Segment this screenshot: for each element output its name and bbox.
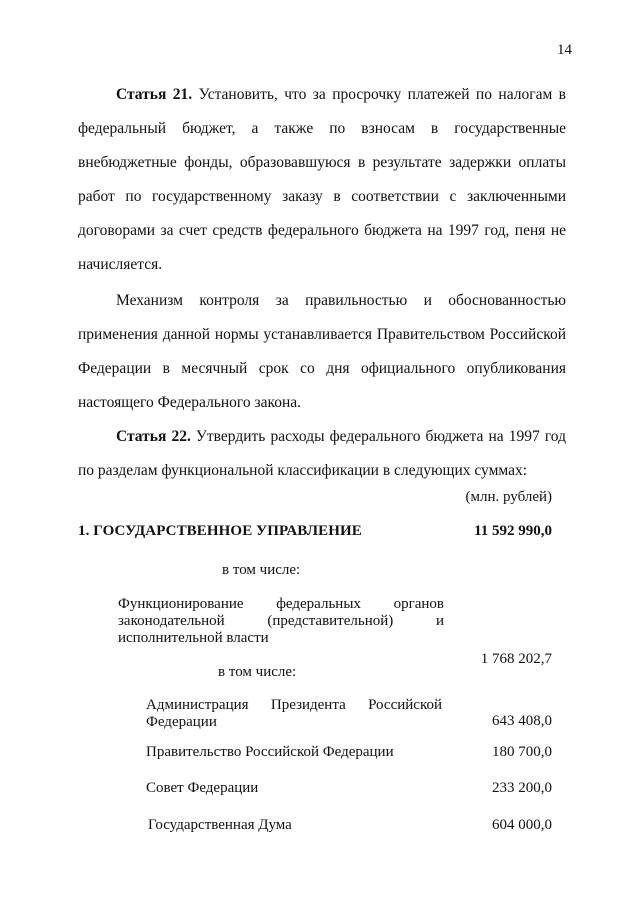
units-label: (млн. рублей) <box>465 489 552 505</box>
budget-item-name: Правительство Российской Федерации <box>146 744 394 760</box>
including-label: в том числе: <box>222 562 301 578</box>
article-22-label: Статья 22. <box>116 428 191 445</box>
budget-item-amount: 180 700,0 <box>492 744 552 760</box>
budget-item-amount: 604 000,0 <box>492 817 552 833</box>
budget-item-name: Совет Федерации <box>146 780 259 796</box>
article-22-paragraph <box>78 420 566 488</box>
budget-item-amount: 643 408,0 <box>492 713 552 729</box>
page-number: 14 <box>557 42 572 58</box>
subsection-amount: 1 768 202,7 <box>480 651 552 667</box>
article-21-text: Установить, что за просрочку платежей по налогам в федеральный бюджет, а также по взносам в государственные внебюджетные фонды, образовавшуюся в результате задержки оплаты работ по государственному заказу в соответствии с заключенными договорами за счет средств федерального бюджета на 1997 год, пеня не начисляется. <box>78 86 567 273</box>
section-amount: 11 592 990,0 <box>474 523 552 539</box>
article-21-paragraph <box>78 78 566 282</box>
budget-item-amount: 233 200,0 <box>492 780 552 796</box>
article-21-mechanism-paragraph: Механизм контроля за правильностью и обоснованностью применения данной нормы устанавливается Правительством Российской Федерации в месячный срок со дня официального опубликования настоящего Федерального закона. <box>78 292 566 411</box>
budget-item-name: Администрация Президента Российской Федерации <box>146 697 442 730</box>
subsection-title: Функционирование федеральных органов законодательной (представительной) и исполнительной власти <box>118 596 444 646</box>
budget-item-name: Государственная Дума <box>148 817 292 833</box>
article-21-label: Статья 21. <box>116 86 193 103</box>
section-heading: 1. ГОСУДАРСТВЕННОЕ УПРАВЛЕНИЕ <box>78 523 362 539</box>
article-22-text: Утвердить расходы федерального бюджета на 1997 год по разделам функциональной классификации в следующих суммах: <box>78 428 566 479</box>
including-label: в том числе: <box>218 664 297 680</box>
